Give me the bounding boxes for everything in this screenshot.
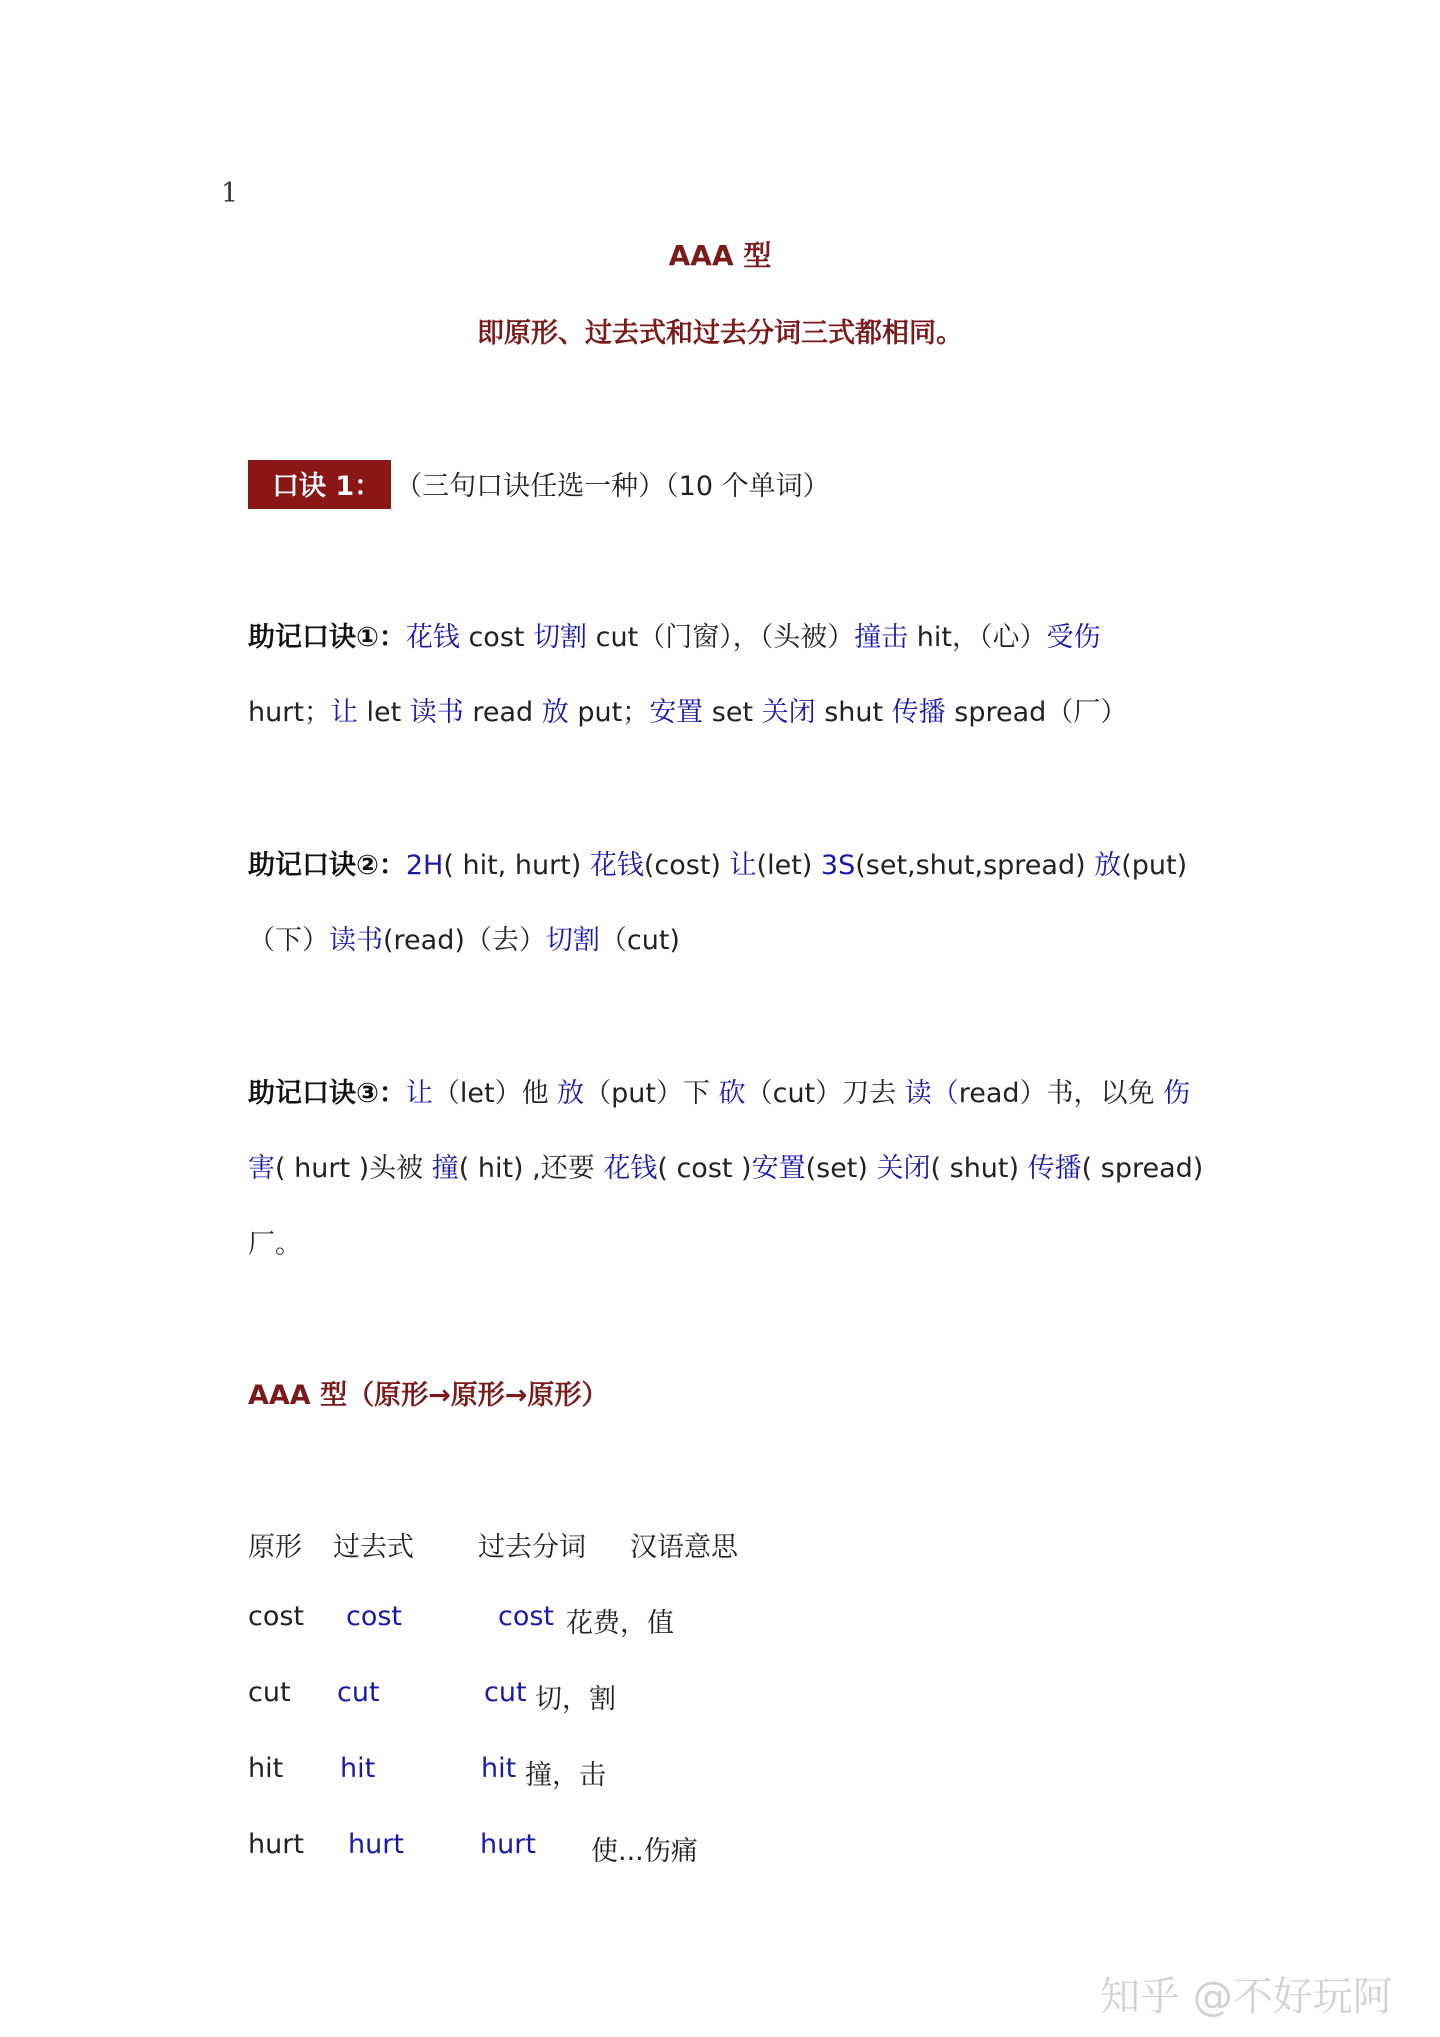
m3-word: (set) [805, 1153, 877, 1184]
m1-word: let [357, 697, 410, 728]
m3-word: 花钱 [603, 1153, 658, 1184]
table-row [248, 1601, 1048, 1641]
cell-meaning: 使...伤痛 [591, 1836, 698, 1867]
cell-meaning: 花费，值 [566, 1608, 674, 1639]
cell-past: hit [340, 1753, 376, 1784]
page-title: AAA 型 [668, 239, 772, 272]
m2-word: 让 [729, 850, 757, 881]
m1-word: cost [459, 622, 534, 653]
header-past: 过去式 [333, 1532, 414, 1563]
m2-word: 花钱 [589, 850, 644, 881]
cell-meaning: 撞，击 [525, 1760, 606, 1791]
m3-word: （put）下 [584, 1078, 719, 1109]
m2-word: （cut) [599, 925, 680, 956]
table-header-row [248, 1525, 1048, 1565]
page-subtitle: 即原形、过去式和过去分词三式都相同。 [477, 318, 963, 349]
mnemonic-3-line-3: 厂。 [248, 1229, 302, 1260]
m3-word: 害 [248, 1153, 275, 1184]
cell-base: hurt [248, 1829, 304, 1860]
m3-word: ( hit) ,还要 [458, 1153, 604, 1184]
m3-word: ( hurt )头被 [275, 1153, 432, 1184]
mnemonic-header-text: （三句口诀任选一种）（10 个单词） [395, 471, 830, 502]
cell-pp: hit [481, 1753, 517, 1784]
m3-word: 伤 [1163, 1078, 1191, 1109]
mnemonic-label-box: 口诀 1： [248, 460, 391, 509]
cell-base: hit [248, 1753, 284, 1784]
cell-past: cut [337, 1677, 380, 1708]
m1-word: hit，（心） [908, 622, 1047, 653]
cell-past: hurt [348, 1829, 404, 1860]
m1-word: put； [568, 697, 650, 728]
m2-word: (set,shut,spread) [855, 850, 1095, 881]
m2-word: （下） [248, 925, 329, 956]
m2-word: (cost) [643, 850, 730, 881]
m1-word: 让 [330, 697, 358, 728]
m3-word: 安置 [751, 1153, 806, 1184]
m1-word: spread（厂） [945, 697, 1128, 728]
mnemonic-1-line-2 [248, 690, 1127, 729]
cell-pp: hurt [480, 1829, 536, 1860]
m1-word: 放 [541, 697, 569, 728]
m1-word: 受伤 [1046, 622, 1101, 653]
table-row [248, 1829, 1048, 1869]
m1-word: 花钱 [405, 622, 460, 653]
m1-word: 传播 [891, 697, 946, 728]
m1-word: 切割 [533, 622, 588, 653]
m3-word: （let）他 [432, 1078, 558, 1109]
m3-word: 传播 [1027, 1153, 1082, 1184]
mnemonic-3-label: 助记口诀③： [248, 1078, 406, 1109]
m3-word: read）书，以免 [958, 1078, 1164, 1109]
m1-word: read [463, 697, 542, 728]
mnemonic-2-label: 助记口诀②： [248, 850, 406, 881]
m2-word: (read)（去） [383, 925, 546, 956]
header-pp: 过去分词 [478, 1532, 586, 1563]
watermark: 知乎 @不好玩阿 [1100, 1974, 1393, 2020]
mnemonic-2-line-1 [248, 843, 1187, 882]
m1-word: 关闭 [761, 697, 816, 728]
m3-word: 砍 [718, 1078, 746, 1109]
m1-word: cut（门窗），（头被） [587, 622, 855, 653]
m1-word: 安置 [649, 697, 704, 728]
m3-word: 放 [557, 1078, 585, 1109]
m2-word: (put) [1121, 850, 1188, 881]
m2-word: 放 [1094, 850, 1122, 881]
m2-word: 3S [820, 850, 856, 881]
table-row [248, 1753, 1048, 1793]
mnemonic-1-label: 助记口诀①： [248, 622, 406, 653]
header-meaning: 汉语意思 [630, 1532, 738, 1563]
mnemonic-header [248, 460, 830, 509]
table-row [248, 1677, 1048, 1717]
cell-base: cut [248, 1677, 291, 1708]
table-heading: AAA 型（原形→原形→原形） [248, 1380, 609, 1411]
m2-word: (let) [756, 850, 821, 881]
cell-base: cost [248, 1601, 305, 1632]
m2-word: 2H [405, 850, 444, 881]
m1-word: hurt； [248, 697, 331, 728]
m1-word: 读书 [409, 697, 464, 728]
mnemonic-1-line-1 [248, 615, 1101, 654]
m3-word: ( cost ) [657, 1153, 752, 1184]
cell-past: cost [346, 1601, 403, 1632]
m3-word: 关闭 [876, 1153, 931, 1184]
mnemonic-3-line-1 [248, 1071, 1190, 1110]
m3-word: 撞 [431, 1153, 459, 1184]
m1-word: set [703, 697, 762, 728]
m3-word: （cut）刀去 [745, 1078, 905, 1109]
page-number: 1 [221, 178, 239, 209]
m3-word: 读（ [904, 1078, 959, 1109]
m1-word: 撞击 [854, 622, 909, 653]
cell-pp: cost [498, 1601, 555, 1632]
m3-word: 让 [405, 1078, 433, 1109]
m1-word: shut [815, 697, 892, 728]
m2-word: ( hit, hurt) [443, 850, 590, 881]
mnemonic-2-line-2 [248, 918, 680, 957]
mnemonic-3-line-2 [248, 1146, 1203, 1185]
cell-meaning: 切，割 [535, 1684, 616, 1715]
m3-word: ( shut) [930, 1153, 1028, 1184]
m2-word: 读书 [329, 925, 383, 956]
header-base: 原形 [248, 1532, 302, 1563]
cell-pp: cut [484, 1677, 527, 1708]
m3-word: ( spread) [1081, 1153, 1204, 1184]
m2-word: 切割 [545, 925, 600, 956]
